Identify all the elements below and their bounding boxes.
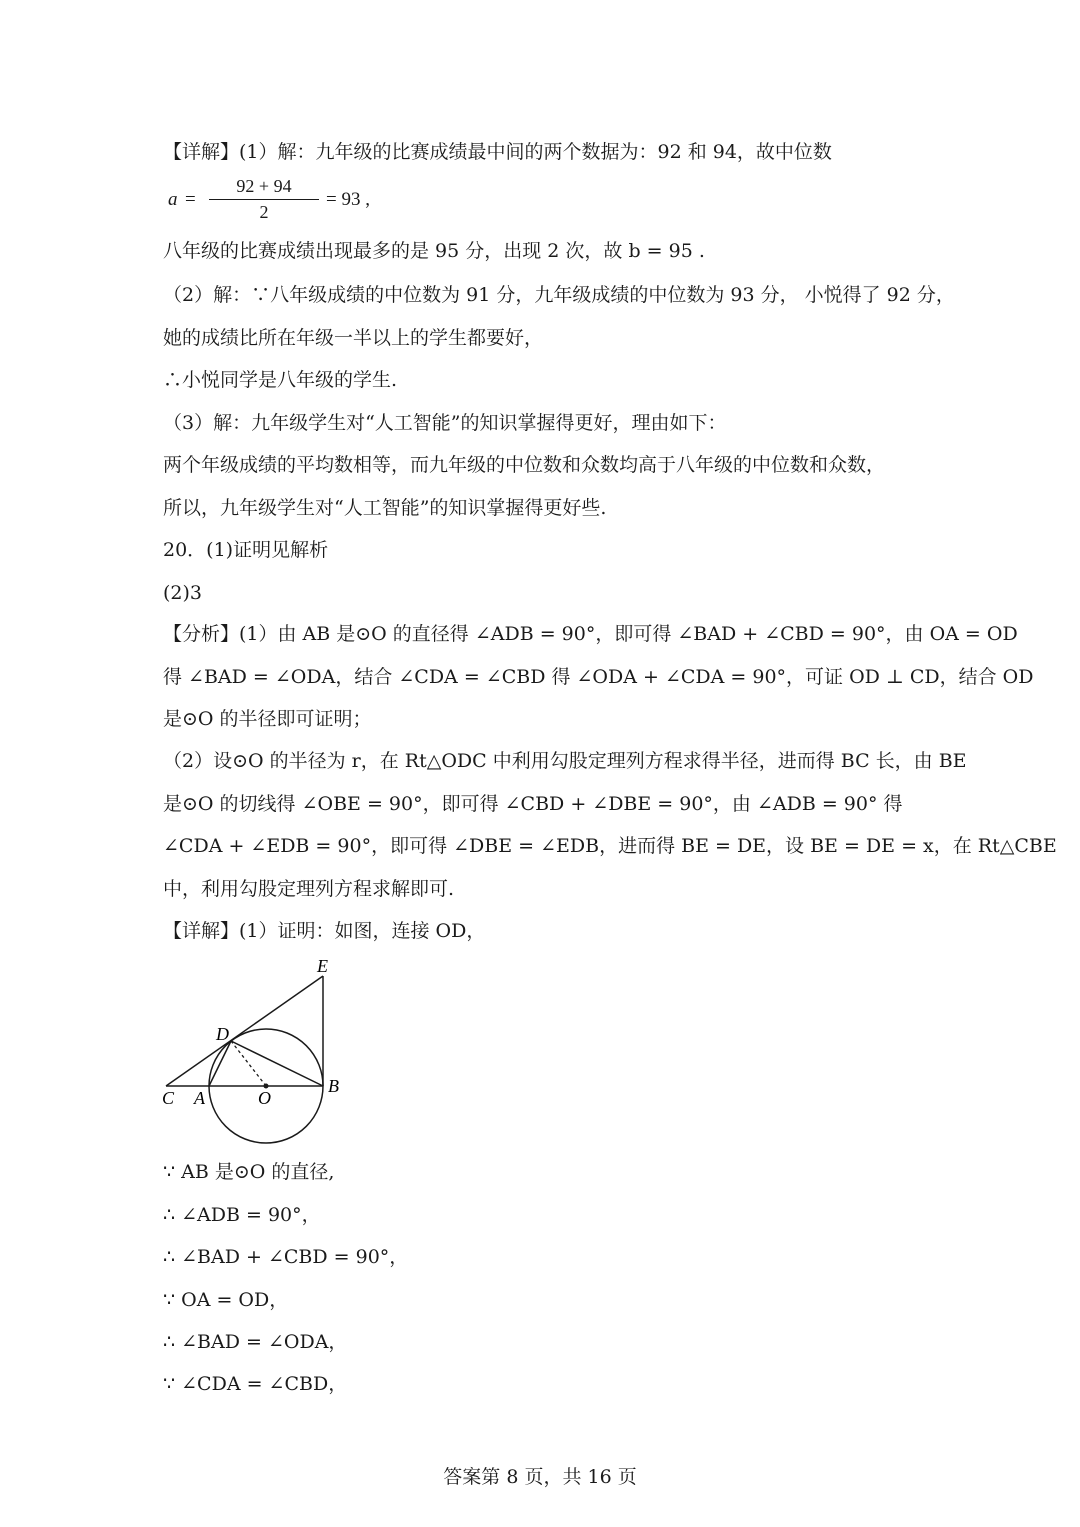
solution-line-7: （3）解：九年级学生对“人工智能”的知识掌握得更好，理由如下：	[163, 412, 727, 434]
solution-line-3: 八年级的比赛成绩出现最多的是 95 分，出现 2 次，故 b = 95 .	[163, 240, 705, 262]
fraction-denominator: 2	[259, 202, 269, 222]
analysis-line-6: ∠CDA + ∠EDB = 90°，即可得 ∠DBE = ∠EDB，进而得 BE = DE，设 BE = DE = x，在 Rt△CBE	[163, 835, 1057, 857]
page-footer: 答案第 8 页，共 16 页	[443, 1466, 637, 1488]
label-e: E	[317, 956, 328, 976]
solution-line-4: （2）解：∵八年级成绩的中位数为 91 分，九年级成绩的中位数为 93 分， 小悦得了 92 分，	[163, 284, 955, 306]
proof-line-3: ∴ ∠BAD + ∠CBD = 90°，	[163, 1246, 409, 1268]
answer-20-part2: (2)3	[163, 582, 203, 604]
analysis-line-4: （2）设⊙O 的半径为 r，在 Rt△ODC 中利用勾股定理列方程求得半径，进而得 BC 长，由 BE	[163, 750, 967, 772]
proof-line-5: ∴ ∠BAD = ∠ODA，	[163, 1331, 348, 1353]
label-d: D	[216, 1024, 229, 1044]
label-o: O	[258, 1088, 271, 1108]
analysis-line-3: 是⊙O 的半径即可证明；	[163, 708, 372, 730]
solution-line-5: 她的成绩比所在年级一半以上的学生都要好，	[163, 327, 544, 349]
fraction-numerator: 92 + 94	[236, 176, 292, 196]
analysis-line-5: 是⊙O 的切线得 ∠OBE = 90°，即可得 ∠CBD + ∠DBE = 90°，由 ∠ADB = 90° 得	[163, 793, 903, 815]
solution-line-6: ∴小悦同学是八年级的学生.	[163, 369, 398, 391]
proof-line-2: ∴ ∠ADB = 90°，	[163, 1204, 321, 1226]
fraction-result: = 93 ,	[326, 189, 370, 210]
fraction-equals: =	[185, 189, 196, 210]
solution-line-1: 【详解】(1）解：九年级的比赛成绩最中间的两个数据为：92 和 94，故中位数	[163, 141, 832, 163]
solution-line-8: 两个年级成绩的平均数相等，而九年级的中位数和众数均高于八年级的中位数和众数，	[163, 454, 886, 476]
label-b: B	[328, 1076, 339, 1096]
segment-od-dashed	[231, 1041, 266, 1086]
analysis-line-2: 得 ∠BAD = ∠ODA，结合 ∠CDA = ∠CBD 得 ∠ODA + ∠CDA = 90°，可证 OD ⊥ CD，结合 OD	[163, 666, 1034, 688]
segment-ce	[166, 976, 323, 1086]
answer-20-part1: 20．(1)证明见解析	[163, 539, 329, 561]
fraction-bar	[209, 199, 319, 200]
proof-line-4: ∵ OA = OD，	[163, 1289, 289, 1311]
fraction-lhs: a	[168, 189, 178, 210]
label-c: C	[162, 1088, 175, 1108]
analysis-line-1: 【分析】(1）由 AB 是⊙O 的直径得 ∠ADB = 90°，即可得 ∠BAD + ∠CBD = 90°，由 OA = OD	[163, 623, 1018, 645]
proof-line-6: ∵ ∠CDA = ∠CBD，	[163, 1373, 348, 1395]
solution-line-9: 所以，九年级学生对“人工智能”的知识掌握得更好些.	[163, 497, 607, 519]
geometry-figure	[150, 950, 370, 1150]
detail-line-1: 【详解】(1）证明：如图，连接 OD，	[163, 920, 486, 942]
proof-line-1: ∵ AB 是⊙O 的直径,	[163, 1161, 335, 1183]
label-a: A	[194, 1088, 205, 1108]
analysis-line-7: 中，利用勾股定理列方程求解即可.	[163, 878, 455, 900]
